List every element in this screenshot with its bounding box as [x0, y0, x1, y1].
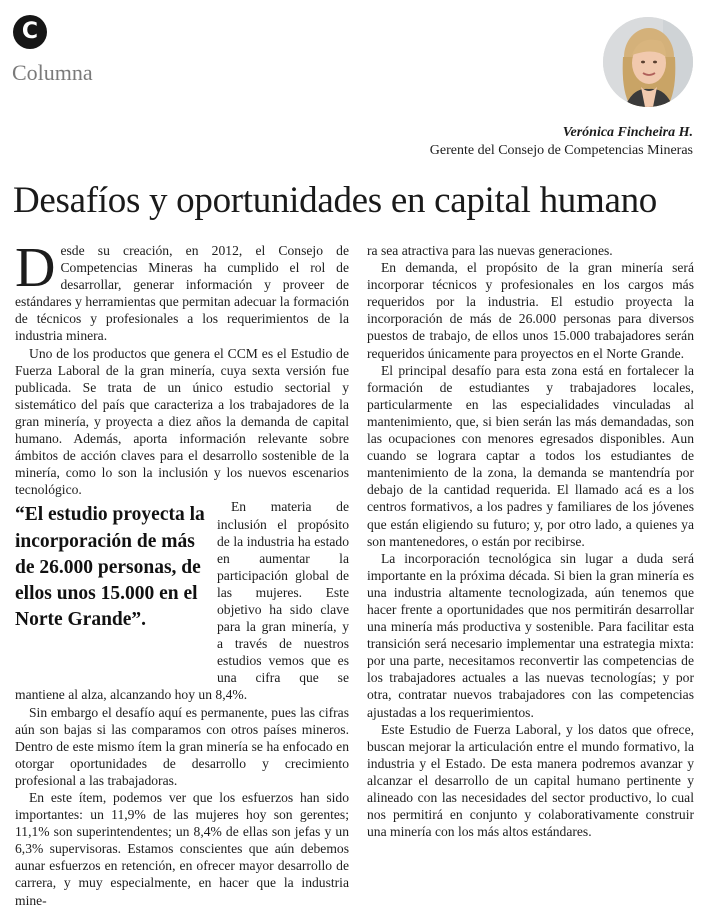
- section-badge: C: [13, 15, 47, 49]
- article-paragraph: Sin embargo el desafío aquí es permanente, pues las cifras aún son bajas si las comparamos con otros países mineros. Dentro de este mismo ítem la gran minería se ha enfocado en otorgar oportunidades de desarrollo y crecimiento profesional a las trabajadoras.: [15, 704, 349, 788]
- article-headline: Desafíos y oportunidades en capital humano: [13, 180, 657, 221]
- pull-quote: “El estudio proyecta la incorporación de más de 26.000 personas, de ellos unos 15.000 en el Norte Grande”.: [15, 504, 205, 631]
- section-label: Columna: [12, 60, 93, 85]
- article-paragraph: ra sea atractiva para las nuevas generaciones.: [367, 243, 613, 258]
- article-paragraph: La incorporación tecnológica sin lugar a duda será importante en la próxima década. Si bien la gran minería es una industria altamente tecnologizada, aún tenemos que hacer frente a oportunidades que nos permitirán desarrollar una minería más productiva y sostenible. Para facilitar esta transición será necesario implementar una estrategia mixta: por una parte, necesitamos reconvertir las competencias de los trabajadores actuales a las nuevas tecnologías; y por otra, contratar nuevos trabajadores con las competencias ajustadas a los requerimientos.: [367, 550, 694, 720]
- article-paragraph: Uno de los productos que genera el CCM es el Estudio de Fuerza Laboral de la gran minería, cuya sexta versión fue publicada. Se trata de un único estudio sectorial y sistemático del país que caracteriza a los trabajadores de la gran minería, y proyecta a diez años la demanda de capital humano. Además, aporta información relevante sobre ámbitos de acción claves para el desarrollo sostenible de la minería, como lo son la inclusión y los nuevos escenarios tecnológico.: [15, 345, 349, 498]
- article-paragraph: Este Estudio de Fuerza Laboral, y los datos que ofrece, buscan mejorar la articulación entre el mundo formativo, la industria y el Estado. De esta manera podremos avanzar y alcanzar el desarrollo de un capital humano pertinente y alineado con las necesidades del sector productivo, lo cual nos permitirá en conjunto y colaborativamente construir una minería con los más altos estándares.: [367, 721, 694, 840]
- article-paragraph: En demanda, el propósito de la gran minería será incorporar técnicos y profesionales en los cargos más requeridos por la industria. El estudio proyecta la incorporación de más de 26.000 personas para diversos puestos de trabajo, de ellos unos 15.000 trabajadores serán requeridos únicamente para proyectos en el Norte Grande.: [367, 260, 694, 361]
- article-paragraph: En este ítem, podemos ver que los esfuerzos han sido importantes: un 11,9% de las mujeres hoy son gerentes; 11,1% son superintendentes; un 8,4% de ellas son jefas y un 6,3% supervisoras. Estamos conscientes que aún debemos aunar esfuerzos en retención, en ofrecer mayor desarrollo de carrera, y muy especialmente, en hacer que la industria mine-: [15, 790, 349, 908]
- article-column-left: [15, 237, 349, 909]
- article-paragraph: Desde su creación, en 2012, el Consejo de Competencias Mineras ha cumplido el rol de desarrollar, generar información y proveer de estándares y herramientas que permitan adecuar la formación de técnicos y profesionales a los requerimientos de la industria minera.: [15, 237, 349, 344]
- article-paragraph: El principal desafío para esta zona está en fortalecer la formación de estudiantes y trabajadores locales, particularmente en las especialidades vinculadas al mantenimiento, que, si bien serán las más demandadas, son las ocupaciones con menores egresados disponibles. Aun cuando se lograra captar a todos los estudiantes de mantenimiento de la zona, la demanda se mantendría por debajo de la cantidad requerida. El llamado acá es a los centros formativos, a los padres y familiares de los jóvenes que están eligiendo su futuro; y, por otro lado, a quienes ya son mantenedores, o están por recibirse.: [367, 362, 694, 549]
- author-photo: [603, 17, 693, 107]
- drop-cap: D: [15, 237, 56, 299]
- author-portrait-illustration: [603, 17, 693, 107]
- article-paragraph: “El estudio proyecta la incorporación de más de 26.000 personas, de ellos unos 15.000 en el Norte Grande”. En materia de inclusión el propósito de la industria ha estado en aumentar la participación global de las mujeres. Este objetivo ha sido clave para la gran minería, y a través de nuestros estudios vemos que es una cifra que se mantiene al alza, alcanzando hoy un 8,4%.: [15, 499, 349, 703]
- author-name: Verónica Fincheira H.: [562, 125, 693, 140]
- article-column-right: [367, 242, 694, 840]
- author-role: Gerente del Consejo de Competencias Mineras: [429, 143, 693, 158]
